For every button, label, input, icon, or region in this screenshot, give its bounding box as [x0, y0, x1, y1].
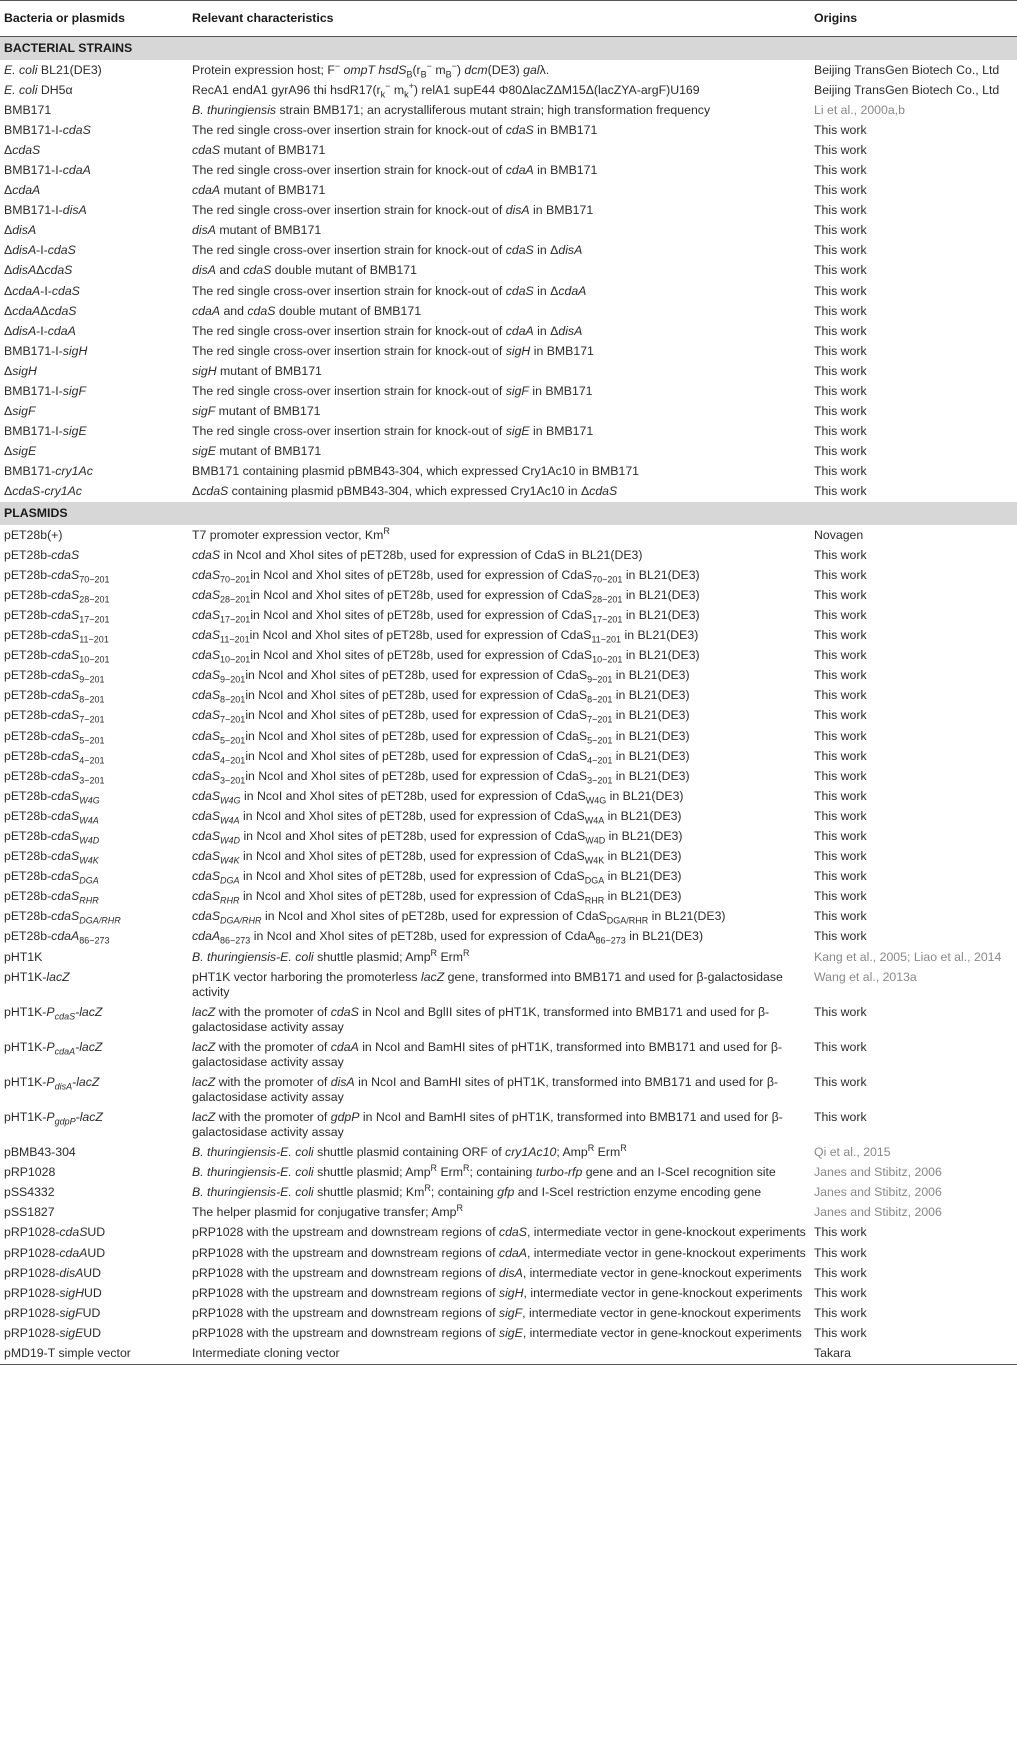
cell-name: pSS4332 [4, 1185, 55, 1200]
table-row [0, 1344, 1017, 1365]
cell-name: pET28b-cdaS$_{28-201}$ [4, 587, 110, 605]
cell-origin: This work [814, 708, 867, 723]
cell-origin: Takara [810, 1344, 1017, 1365]
table-row [0, 1243, 1017, 1263]
table-row [0, 565, 1017, 585]
cell-characteristics: cdaS$_{W4A}$ in NcoI and XhoI sites of pET28b, used for expression of CdaS$_{W4A}$ in BL21(DE3) [192, 808, 682, 826]
table-row [0, 321, 1017, 341]
table-row [0, 545, 1017, 565]
cell-name: pRP1028-cdaAUD [4, 1245, 106, 1260]
table-row [0, 605, 1017, 625]
cell-name: pET28b-cdaS [4, 547, 80, 562]
cell-name: ΔsigF [4, 404, 36, 419]
cell-characteristics: The helper plasmid for conjugative transfer; Amp$^R$ [192, 1203, 464, 1220]
cell-characteristics: pRP1028 with the upstream and downstream regions of sigE, intermediate vector in gene-knockout experiments [192, 1325, 802, 1340]
cell-origin: This work [814, 1285, 867, 1300]
cell-origin: This work [814, 323, 867, 338]
header-relevant-characteristics: Relevant characteristics [188, 1, 810, 37]
cell-name: pET28b-cdaS$_{11-201}$ [4, 628, 109, 645]
cell-origin: This work [814, 283, 867, 298]
cell-name: BMB171-I-sigF [4, 384, 87, 398]
cell-origin: This work [814, 1305, 867, 1320]
cell-origin: This work [814, 1265, 867, 1280]
cell-name: pBMB43-304 [4, 1145, 76, 1160]
cell-characteristics: sigE mutant of BMB171 [192, 444, 322, 459]
cell-characteristics: lacZ with the promoter of cdaA in NcoI and BamHI sites of pHT1K, transformed into BMB171 and used for β-galactosidase activity assay [192, 1039, 783, 1069]
cell-origin: This work [814, 444, 867, 459]
cell-origin: This work [814, 909, 867, 924]
cell-characteristics: cdaS$_{9-201}$in NcoI and XhoI sites of pET28b, used for expression of CdaS$_{9-201}$ in BL21(DE3) [192, 668, 690, 685]
cell-name: pET28b-cdaS$_{70-201}$ [4, 567, 110, 585]
table-row [0, 1143, 1017, 1163]
cell-name: BMB171-I-sigH [4, 343, 88, 358]
cell-characteristics: pRP1028 with the upstream and downstream regions of sigH, intermediate vector in gene-knockout experiments [192, 1285, 803, 1300]
cell-origin-citation[interactable]: Wang et al., 2013a [814, 969, 917, 984]
table-row [0, 887, 1017, 907]
table-row [0, 1203, 1017, 1223]
table-row [0, 947, 1017, 967]
table-row [0, 181, 1017, 201]
cell-name: BMB171-I-cdaS [4, 122, 91, 137]
cell-characteristics: pRP1028 with the upstream and downstream regions of disA, intermediate vector in gene-knockout experiments [192, 1265, 802, 1280]
cell-name: pET28b-cdaS$_{7-201}$ [4, 708, 105, 725]
cell-name: pET28b-cdaS$_{RHR}$ [4, 889, 99, 906]
cell-origin: This work [814, 1004, 867, 1019]
cell-name: pET28b-cdaA$_{86-273}$ [4, 929, 110, 946]
cell-name: ΔcdaAΔcdaS [4, 303, 77, 318]
cell-name: E. coli BL21(DE3) [4, 62, 102, 77]
cell-characteristics: lacZ with the promoter of disA in NcoI and BamHI sites of pHT1K, transformed into BMB171 and used for β-galactosidase activity assay [192, 1074, 778, 1104]
cell-origin-citation[interactable]: Janes and Stibitz, 2006 [814, 1165, 942, 1180]
cell-characteristics: The red single cross-over insertion strain for knock-out of sigF in BMB171 [192, 384, 593, 398]
cell-characteristics: cdaS$_{28-201}$in NcoI and XhoI sites of pET28b, used for expression of CdaS$_{28-201}$ in BL21(DE3) [192, 587, 700, 605]
cell-origin: This work [814, 303, 867, 318]
table-header-row [0, 1, 1017, 37]
cell-origin: This work [814, 384, 867, 398]
cell-characteristics: lacZ with the promoter of cdaS in NcoI and BglII sites of pHT1K, transformed into BMB171 and used for β-galactosidase activity assay [192, 1004, 770, 1034]
cell-characteristics: B. thuringiensis strain BMB171; an acrystalliferous mutant strain; high transformation frequency [192, 102, 711, 117]
cell-name: pRP1028-sigEUD [4, 1325, 102, 1340]
cell-name: ΔdisA [4, 223, 37, 238]
cell-origin: This work [814, 628, 867, 643]
table-row [0, 927, 1017, 947]
cell-name: pET28b-cdaS$_{W4G}$ [4, 788, 100, 806]
table-row [0, 686, 1017, 706]
cell-characteristics: pHT1K vector harboring the promoterless lacZ gene, transformed into BMB171 and used for β-galactosidase activity [192, 969, 783, 999]
cell-name: pET28b-cdaS$_{W4A}$ [4, 808, 99, 826]
cell-origin-citation[interactable]: Qi et al., 2015 [814, 1145, 891, 1160]
cell-name: ΔdisA-I-cdaS [4, 243, 76, 258]
cell-name: pET28b-cdaS$_{4-201}$ [4, 748, 105, 766]
cell-characteristics: cdaS$_{17-201}$in NcoI and XhoI sites of pET28b, used for expression of CdaS$_{17-201}$ in BL21(DE3) [192, 607, 700, 625]
cell-name: pRP1028-sigHUD [4, 1285, 102, 1300]
cell-name: pET28b-cdaS$_{3-201}$ [4, 768, 105, 786]
header-bacteria-or-plasmids: Bacteria or plasmids [0, 1, 188, 37]
table-row [0, 967, 1017, 1002]
table-row [0, 1283, 1017, 1303]
cell-name: BMB171-cry1Ac [4, 464, 93, 479]
cell-characteristics: Intermediate cloning vector [188, 1344, 810, 1365]
cell-name: BMB171 [4, 102, 52, 117]
table-row [0, 826, 1017, 846]
cell-name: pET28b-cdaS$_{W4K}$ [4, 849, 99, 866]
table-row [0, 241, 1017, 261]
cell-name: pHT1K-lacZ [4, 969, 70, 984]
cell-origin: This work [814, 929, 867, 944]
cell-characteristics: cdaA$_{86-273}$ in NcoI and XhoI sites of pET28b, used for expression of CdaA$_{86-273}$ in BL21(DE3) [192, 929, 704, 946]
cell-characteristics: cdaS$_{W4D}$ in NcoI and XhoI sites of pET28b, used for expression of CdaS$_{W4D}$ in BL21(DE3) [192, 828, 683, 846]
table-row [0, 646, 1017, 666]
cell-characteristics: RecA1 endA1 gyrA96 thi $hsdR17(r_k^-$ $m_k^+$) relA1 supE44 Φ80ΔlacZΔM15Δ(lacZYA-argF)U169 [192, 80, 700, 100]
cell-characteristics: The red single cross-over insertion strain for knock-out of cdaS in ΔdisA [192, 243, 583, 258]
cell-origin: This work [814, 484, 867, 499]
table-row [0, 341, 1017, 361]
cell-characteristics: cdaS$_{4-201}$in NcoI and XhoI sites of pET28b, used for expression of CdaS$_{4-201}$ in BL21(DE3) [192, 748, 690, 766]
cell-name: pET28b(+) [4, 527, 63, 542]
table-row [0, 1263, 1017, 1283]
cell-origin: This work [814, 223, 867, 238]
cell-characteristics: cdaS$_{DGA/RHR}$ in NcoI and XhoI sites of pET28b, used for expression of CdaS$_{DGA/RHR}$ in BL21(DE3) [192, 909, 726, 926]
cell-name: ΔsigH [4, 363, 37, 378]
table-row [0, 666, 1017, 686]
table-row [0, 766, 1017, 786]
cell-characteristics: B. thuringiensis-E. coli shuttle plasmid; Amp$^R$ Erm$^R$ [192, 947, 470, 964]
cell-name: pRP1028-sigFUD [4, 1305, 101, 1320]
cell-characteristics: cdaS$_{8-201}$in NcoI and XhoI sites of pET28b, used for expression of CdaS$_{8-201}$ in BL21(DE3) [192, 688, 690, 705]
cell-characteristics: sigH mutant of BMB171 [192, 363, 322, 378]
section-title: PLASMIDS [0, 502, 1017, 525]
cell-characteristics: The red single cross-over insertion strain for knock-out of cdaA in BMB171 [192, 162, 598, 177]
cell-characteristics: ΔcdaS containing plasmid pBMB43-304, which expressed Cry1Ac10 in ΔcdaS [192, 484, 618, 499]
table-row [0, 442, 1017, 462]
table-row [0, 382, 1017, 402]
cell-characteristics: cdaS$_{7-201}$in NcoI and XhoI sites of pET28b, used for expression of CdaS$_{7-201}$ in BL21(DE3) [192, 708, 690, 725]
cell-name: pRP1028-cdaSUD [4, 1225, 106, 1240]
cell-characteristics: The red single cross-over insertion strain for knock-out of cdaA in ΔdisA [192, 323, 583, 338]
section-header-row [0, 502, 1017, 525]
table-row [0, 80, 1017, 100]
cell-origin: This work [814, 1325, 867, 1340]
cell-name: pET28b-cdaS$_{8-201}$ [4, 688, 105, 705]
table-row [0, 120, 1017, 140]
cell-origin: This work [814, 142, 867, 157]
cell-name: pET28b-cdaS$_{9-201}$ [4, 668, 105, 685]
cell-origin-citation[interactable]: Kang et al., 2005; Liao et al., 2014 [814, 949, 1002, 964]
cell-name: ΔcdaS [4, 142, 41, 157]
cell-name: pET28b-cdaS$_{W4D}$ [4, 828, 100, 846]
cell-name: BMB171-I-sigE [4, 424, 87, 439]
cell-name: pRP1028-disAUD [4, 1265, 102, 1280]
cell-characteristics: cdaS$_{DGA}$ in NcoI and XhoI sites of pET28b, used for expression of CdaS$_{DGA}$ in BL21(DE3) [192, 869, 682, 886]
table-row [0, 140, 1017, 160]
cell-origin: This work [814, 464, 867, 479]
table-row [0, 867, 1017, 887]
cell-name: ΔcdaA [4, 183, 41, 198]
cell-origin: This work [814, 243, 867, 258]
table-row [0, 746, 1017, 766]
cell-name: BMB171-I-disA [4, 203, 87, 218]
cell-origin: This work [814, 849, 867, 864]
cell-origin-citation[interactable]: Janes and Stibitz, 2006 [814, 1185, 942, 1200]
cell-characteristics: pRP1028 with the upstream and downstream regions of cdaS, intermediate vector in gene-knockout experiments [192, 1225, 806, 1240]
table-row [0, 1163, 1017, 1183]
table-row [0, 462, 1017, 482]
cell-characteristics: sigF mutant of BMB171 [192, 404, 321, 419]
table-row [0, 806, 1017, 826]
table-row [0, 201, 1017, 221]
table-row [0, 1183, 1017, 1203]
cell-characteristics: lacZ with the promoter of gdpP in NcoI and BamHI sites of pHT1K, transformed into BMB171 and used for β-galactosidase activity assay [192, 1110, 783, 1139]
cell-origin: This work [814, 1110, 867, 1124]
cell-name: BMB171-I-cdaA [4, 162, 91, 177]
cell-name: E. coli DH5α [4, 82, 73, 97]
cell-name: $pHT1K-P_{disA}$-lacZ [4, 1074, 100, 1092]
cell-origin: This work [814, 688, 867, 703]
cell-origin: This work [814, 1074, 867, 1089]
cell-origin: This work [814, 263, 867, 278]
cell-name: pHT1K [4, 949, 43, 964]
cell-origin: This work [814, 424, 867, 439]
cell-characteristics: cdaS mutant of BMB171 [192, 142, 326, 157]
cell-characteristics: cdaS$_{W4K}$ in NcoI and XhoI sites of pET28b, used for expression of CdaS$_{W4K}$ in BL21(DE3) [192, 849, 682, 866]
cell-origin: This work [814, 748, 867, 763]
table-row [0, 626, 1017, 646]
cell-origin: This work [814, 1245, 867, 1260]
table-row [0, 1323, 1017, 1343]
cell-name: pET28b-cdaS$_{10-201}$ [4, 648, 110, 665]
cell-origin: This work [814, 343, 867, 358]
table-row [0, 525, 1017, 545]
table-row [0, 482, 1017, 502]
cell-origin: This work [814, 404, 867, 419]
cell-name: pSS1827 [4, 1205, 55, 1220]
cell-characteristics: cdaA mutant of BMB171 [192, 183, 326, 198]
cell-origin: This work [814, 363, 867, 378]
table-row [0, 160, 1017, 180]
cell-characteristics: The red single cross-over insertion strain for knock-out of sigH in BMB171 [192, 343, 594, 358]
table-row [0, 422, 1017, 442]
cell-origin: Novagen [814, 527, 864, 542]
section-header-row [0, 37, 1017, 61]
cell-origin: This work [814, 587, 867, 602]
cell-characteristics: disA mutant of BMB171 [192, 223, 322, 238]
cell-characteristics: The red single cross-over insertion strain for knock-out of disA in BMB171 [192, 203, 594, 218]
table-row [0, 301, 1017, 321]
cell-name: pRP1028 [4, 1165, 56, 1180]
table-row [0, 1072, 1017, 1107]
cell-origin: This work [814, 162, 867, 177]
header-origins: Origins [810, 1, 1017, 37]
table-row [0, 361, 1017, 381]
cell-name: pET28b-cdaS$_{5-201}$ [4, 728, 105, 745]
cell-characteristics: T7 promoter expression vector, $Km^R$ [192, 525, 390, 542]
cell-name: ΔcdaS-cry1Ac [4, 484, 82, 499]
cell-name: $pHT1K-P_{cdaS}$-lacZ [4, 1004, 103, 1022]
cell-characteristics: cdaS$_{W4G}$ in NcoI and XhoI sites of pET28b, used for expression of CdaS$_{W4G}$ in BL21(DE3) [192, 788, 684, 806]
cell-name: ΔsigE [4, 444, 37, 459]
table-row [0, 585, 1017, 605]
table-row [0, 221, 1017, 241]
cell-characteristics: BMB171 containing plasmid pBMB43-304, which expressed Cry1Ac10 in BMB171 [192, 464, 640, 479]
cell-characteristics: B. thuringiensis-E. coli shuttle plasmid; $Km^R$; containing gfp and I-SceI restriction enzyme encoding gene [192, 1183, 762, 1200]
table-row [0, 1108, 1017, 1143]
table-row [0, 1002, 1017, 1037]
table-row [0, 1037, 1017, 1072]
cell-name: pET28b-cdaS$_{17-201}$ [4, 607, 110, 625]
cell-origin: This work [814, 607, 867, 622]
table-body [0, 37, 1017, 1365]
cell-characteristics: cdaS$_{3-201}$in NcoI and XhoI sites of pET28b, used for expression of CdaS$_{3-201}$ in BL21(DE3) [192, 768, 690, 786]
cell-name: pET28b-cdaS$_{DGA}$ [4, 869, 99, 886]
cell-characteristics: pRP1028 with the upstream and downstream regions of cdaA, intermediate vector in gene-knockout experiments [192, 1245, 806, 1260]
cell-characteristics: cdaS$_{11-201}$in NcoI and XhoI sites of pET28b, used for expression of CdaS$_{11-201}$ in BL21(DE3) [192, 628, 699, 645]
cell-characteristics: B. thuringiensis-E. coli shuttle plasmid containing ORF of cry1Ac10; Amp$^R$ Erm$^R$ [192, 1143, 627, 1160]
cell-characteristics: pRP1028 with the upstream and downstream regions of sigF, intermediate vector in gene-knockout experiments [192, 1305, 802, 1320]
table-row [0, 706, 1017, 726]
cell-origin: This work [814, 768, 867, 783]
cell-origin: This work [814, 808, 867, 823]
cell-characteristics: cdaA and cdaS double mutant of BMB171 [192, 303, 422, 318]
cell-origin-citation[interactable]: Li et al., 2000a,b [814, 102, 905, 117]
table-row [0, 1223, 1017, 1243]
table-row [0, 402, 1017, 422]
cell-characteristics: B. thuringiensis-E. coli shuttle plasmid; Amp$^R$ Erm$^R$; containing turbo-rfp gene and an I-SceI recognition site [192, 1163, 776, 1180]
cell-origin: This work [814, 728, 867, 743]
cell-characteristics: The red single cross-over insertion strain for knock-out of cdaS in BMB171 [192, 122, 598, 137]
cell-origin: This work [814, 648, 867, 663]
cell-origin: This work [814, 203, 867, 218]
cell-characteristics: cdaS$_{10-201}$in NcoI and XhoI sites of pET28b, used for expression of CdaS$_{10-201}$ in BL21(DE3) [192, 648, 700, 665]
cell-origin: This work [814, 1225, 867, 1240]
cell-origin: This work [814, 183, 867, 198]
cell-origin: This work [814, 547, 867, 562]
cell-characteristics: cdaS$_{RHR}$ in NcoI and XhoI sites of pET28b, used for expression of CdaS$_{RHR}$ in BL21(DE3) [192, 889, 682, 906]
table-row [0, 1303, 1017, 1323]
cell-origin: This work [814, 668, 867, 683]
cell-origin-citation[interactable]: Janes and Stibitz, 2006 [814, 1205, 942, 1220]
cell-origin: Beijing TransGen Biotech Co., Ltd [814, 82, 1000, 97]
table-row [0, 261, 1017, 281]
cell-origin: This work [814, 869, 867, 884]
cell-characteristics: cdaS$_{5-201}$in NcoI and XhoI sites of pET28b, used for expression of CdaS$_{5-201}$ in BL21(DE3) [192, 728, 690, 745]
cell-origin: This work [814, 889, 867, 904]
cell-name: $pHT1K-P_{cdaA}$-lacZ [4, 1039, 103, 1057]
table-row [0, 726, 1017, 746]
cell-characteristics: Protein expression host; F− ompT $hsdS_B(r_B^-$ $m_B^-$) dcm(DE3) galλ. [192, 60, 550, 79]
cell-characteristics: cdaS in NcoI and XhoI sites of pET28b, used for expression of CdaS in BL21(DE3) [192, 547, 643, 562]
table-row [0, 281, 1017, 301]
cell-origin: This work [814, 1039, 867, 1054]
cell-characteristics: The red single cross-over insertion strain for knock-out of sigE in BMB171 [192, 424, 594, 439]
table-row [0, 847, 1017, 867]
cell-origin: Beijing TransGen Biotech Co., Ltd [814, 62, 1000, 77]
cell-origin: This work [814, 828, 867, 843]
table-row [0, 907, 1017, 927]
cell-origin: This work [814, 567, 867, 582]
cell-characteristics: disA and cdaS double mutant of BMB171 [192, 263, 417, 278]
table-row [0, 100, 1017, 120]
cell-name: ΔcdaA-I-cdaS [4, 283, 80, 298]
cell-name: $pHT1K-P_{gdpP}$-lacZ [4, 1110, 103, 1127]
section-title: BACTERIAL STRAINS [0, 37, 1017, 61]
cell-name: ΔdisA-I-cdaA [4, 323, 76, 338]
cell-characteristics: cdaS$_{70-201}$in NcoI and XhoI sites of pET28b, used for expression of CdaS$_{70-201}$ in BL21(DE3) [192, 567, 700, 585]
table-row [0, 786, 1017, 806]
cell-name: ΔdisAΔcdaS [4, 263, 73, 278]
cell-name: pET28b-cdaS$_{DGA/RHR}$ [4, 909, 121, 926]
cell-name: pMD19-T simple vector [0, 1344, 188, 1365]
cell-characteristics: The red single cross-over insertion strain for knock-out of cdaS in ΔcdaA [192, 283, 587, 298]
cell-origin: This work [814, 122, 867, 137]
table-row [0, 60, 1017, 80]
cell-origin: This work [814, 788, 867, 803]
